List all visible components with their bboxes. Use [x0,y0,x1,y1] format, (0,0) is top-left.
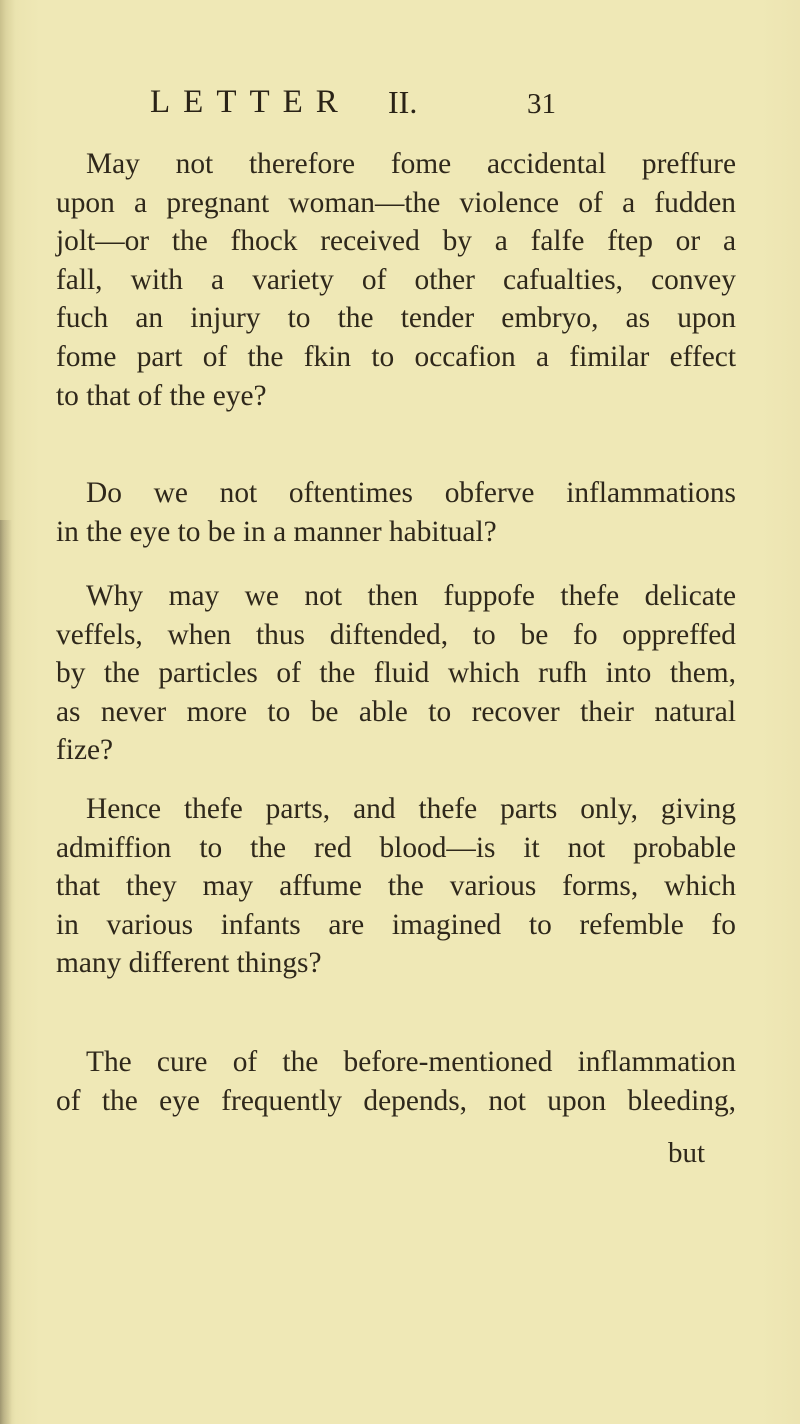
text-line: fuch an injury to the tender embryo, as upon [56,302,736,335]
text-line: of the eye frequently depends, not upon bleeding, [56,1084,736,1117]
text-line: jolt—or the fhock received by a falfe ftep or a [56,225,736,258]
text-line: upon a pregnant woman—the violence of a fudden [56,186,736,219]
paragraph-5 [56,1043,736,1120]
page-number: 31 [527,88,556,120]
text-line: by the particles of the fluid which rufh into them, [56,657,736,690]
text-line: in various infants are imagined to refemble fo [56,908,736,941]
running-title: LETTER [150,84,351,120]
paragraph-2 [56,474,736,551]
text-line: admiffion to the red blood—is it not probable [56,831,736,864]
text-line: many different things? [56,947,322,980]
text-line: May not therefore fome accidental preffure [86,148,736,180]
paragraph-1 [56,145,736,415]
catchword: but [668,1137,706,1169]
paragraph-4 [56,790,736,983]
text-line: in the eye to be in a manner habitual? [56,515,497,548]
paragraph-3 [56,577,736,770]
text-line: Why may we not then fuppofe thefe delicate [86,580,736,612]
text-line: Do we not oftentimes obferve inflammations [86,477,736,509]
text-line: fome part of the fkin to occafion a fimilar effect [56,340,736,373]
page-header [0,84,800,128]
text-line: veffels, when thus diftended, to be fo oppreffed [56,618,736,651]
text-line: to that of the eye? [56,379,267,412]
text-line: as never more to be able to recover their natural [56,695,736,728]
binding-gutter-shadow [0,520,12,1424]
text-line: fall, with a variety of other cafualties, convey [56,263,736,296]
text-line: The cure of the before-mentioned inflammation [86,1046,736,1078]
text-line: that they may affume the various forms, which [56,870,736,903]
text-line: Hence thefe parts, and thefe parts only, giving [86,793,736,825]
letter-number: II. [388,84,418,120]
text-line: fize? [56,734,114,767]
